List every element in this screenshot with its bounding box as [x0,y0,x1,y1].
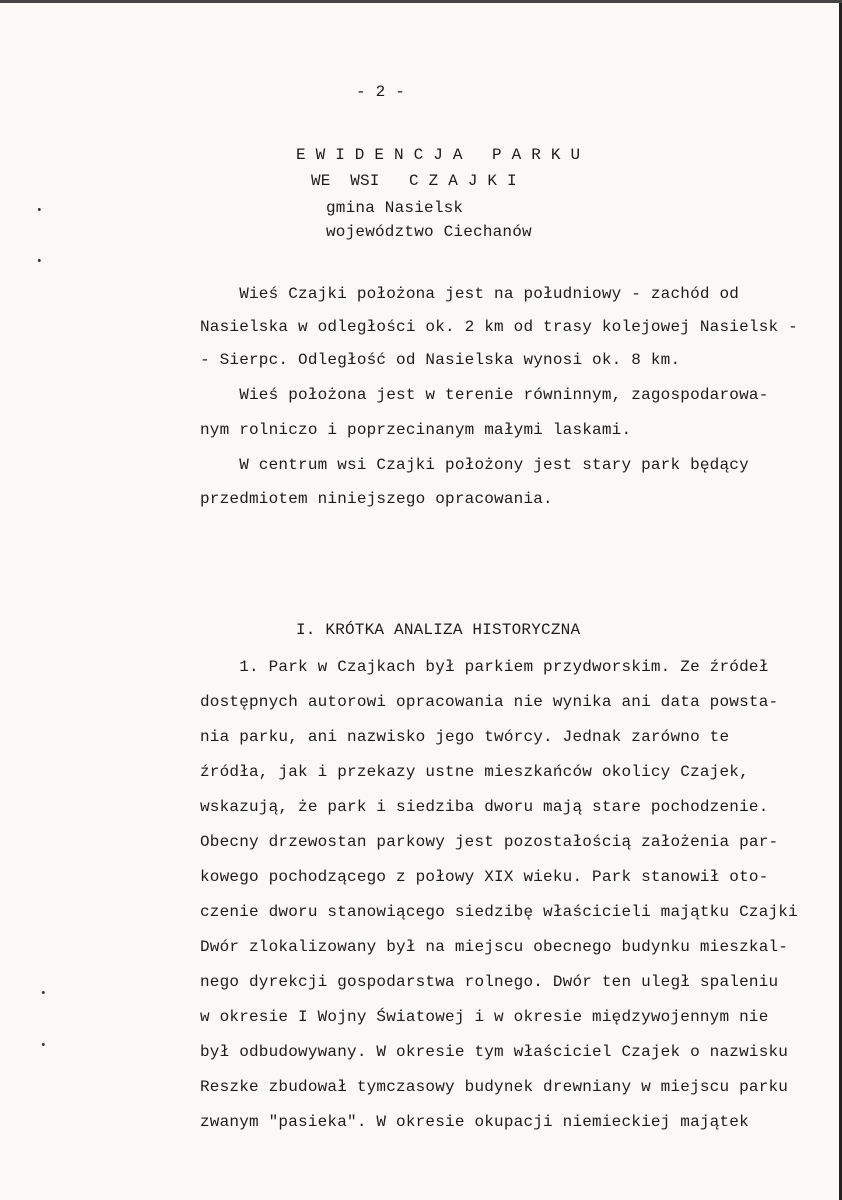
intro-line: przedmiotem niniejszego opracowania. [200,490,553,508]
margin-mark: • [36,256,43,268]
body-line: nia parku, ani nazwisko jego twórcy. Jednak zarówno te [200,728,730,746]
intro-line: Nasielska w odległości ok. 2 km od trasy kolejowej Nasielsk - [200,318,798,336]
section-heading: I. KRÓTKA ANALIZA HISTORYCZNA [296,621,581,639]
intro-line: Wieś położona jest w terenie równinnym, zagospodarowa- [200,386,769,404]
body-line: wskazują, że park i siedziba dworu mają stare pochodzenie. [200,798,769,816]
body-line: Dwór zlokalizowany był na miejscu obecnego budynku mieszkal- [200,938,789,956]
intro-line: W centrum wsi Czajki położony jest stary park będący [200,456,749,474]
body-line: Obecny drzewostan parkowy jest pozostałością założenia par- [200,833,779,851]
body-line: zwanym "pasieka". W okresie okupacji niemieckiej majątek [200,1113,749,1131]
page-top-edge [0,0,842,3]
page-number: - 2 - [356,83,406,101]
intro-line: Wieś Czajki położona jest na południowy - zachód od [200,285,740,303]
body-line: czenie dworu stanowiącego siedzibę właścicieli majątku Czajki [200,903,798,921]
title-line-1: E W I D E N C J A P A R K U [296,146,581,164]
margin-mark: • [36,205,43,217]
body-line: dostępnych autorowi opracowania nie wynika ani data powsta- [200,693,779,711]
body-line: 1. Park w Czajkach był parkiem przydworskim. Ze źródeł [200,658,769,676]
margin-mark: • [40,988,47,1000]
body-line: był odbudowywany. W okresie tym właściciel Czajek o nazwisku [200,1043,789,1061]
body-line: Reszke zbudował tymczasowy budynek drewniany w miejscu parku [200,1078,789,1096]
title-line-2: WE WSI C Z A J K I [311,172,517,190]
body-line: źródła, jak i przekazy ustne mieszkańców okolicy Czajek, [200,763,749,781]
body-line: w okresie I Wojny Światowej i w okresie międzywojennym nie [200,1008,769,1026]
margin-mark: • [40,1040,47,1052]
intro-line: nym rolniczo i poprzecinanym małymi laskami. [200,421,632,439]
title-line-4: województwo Ciechanów [326,223,532,241]
body-line: kowego pochodzącego z połowy XIX wieku. Park stanowił oto- [200,868,769,886]
intro-line: - Sierpc. Odległość od Nasielska wynosi ok. 8 km. [200,351,681,369]
body-line: nego dyrekcji gospodarstwa rolnego. Dwór ten uległ spaleniu [200,973,779,991]
title-line-3: gmina Nasielsk [326,199,464,217]
